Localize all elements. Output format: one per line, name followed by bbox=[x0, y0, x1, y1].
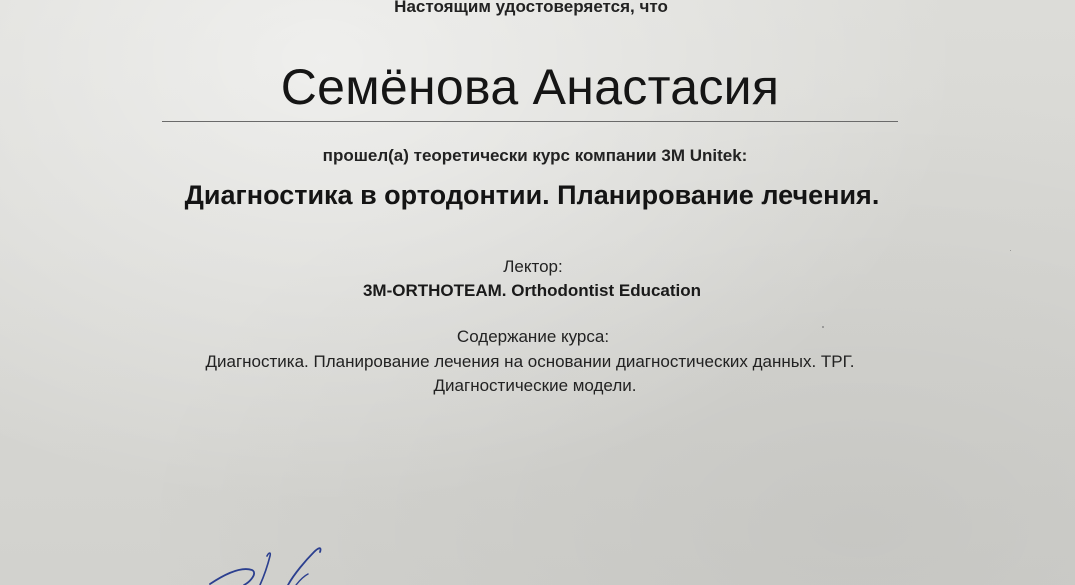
course-content-label: Содержание курса: bbox=[456, 327, 610, 346]
recipient-name: Семёнова Анастасия bbox=[280, 59, 780, 115]
lector-name: 3M-ORTHOTEAM. Orthodontist Education bbox=[362, 281, 702, 300]
lector-label: Лектор: bbox=[503, 257, 563, 276]
course-content-line: Диагностика. Планирование лечения на основании диагностических данных. ТРГ. bbox=[205, 352, 855, 371]
paper-speck bbox=[1010, 250, 1011, 251]
signature-image bbox=[200, 540, 340, 585]
certificate-intro: Настоящим удостоверяется, что bbox=[394, 0, 668, 16]
name-underline bbox=[162, 121, 898, 122]
paper-speck bbox=[822, 326, 824, 328]
passed-course-text: прошел(а) теоретически курс компании 3M Unitek: bbox=[322, 146, 748, 165]
course-content-line: Диагностические модели. bbox=[433, 376, 637, 395]
course-title: Диагностика в ортодонтии. Планирование лечения. bbox=[184, 180, 880, 210]
